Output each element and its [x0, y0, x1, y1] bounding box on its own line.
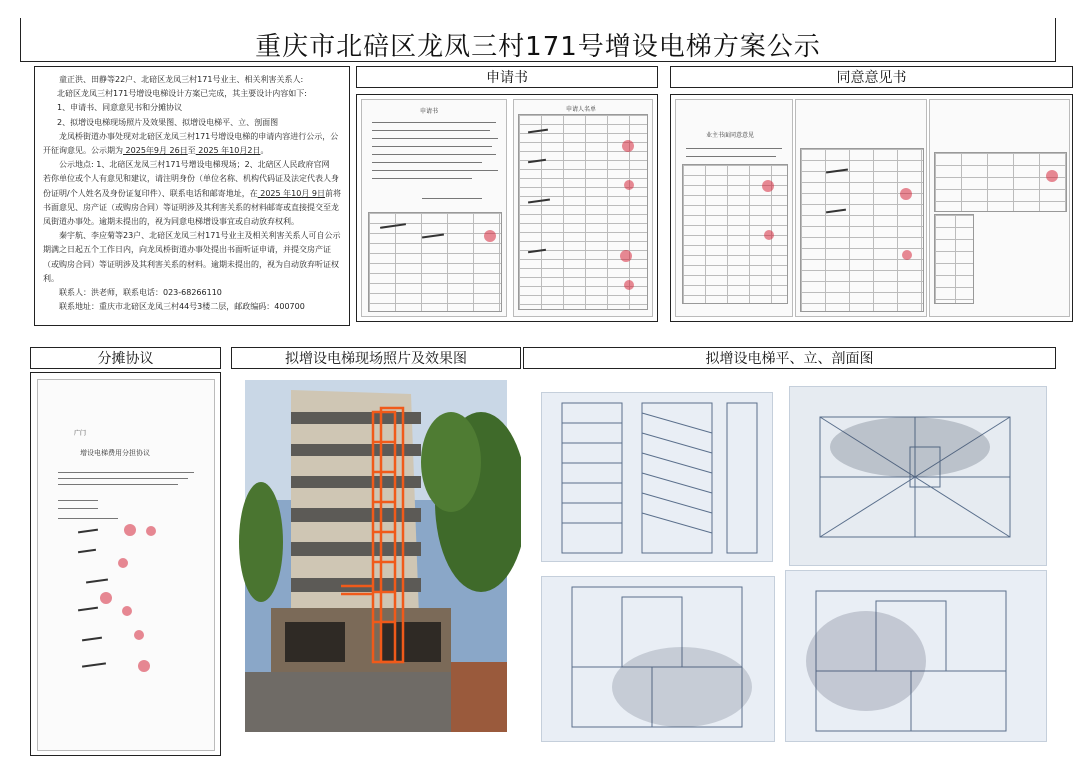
consent-form-image-2 — [795, 99, 927, 317]
section-header-drawings: 拟增设电梯平、立、剖面图 — [523, 347, 1056, 369]
notice-text-panel — [34, 66, 350, 326]
site-photo-with-elevator-rendering — [231, 372, 521, 756]
notice-contact: 联系人：洪老师，联系电话：023-68266110 — [59, 288, 222, 298]
title-banner — [20, 18, 1056, 62]
notice-address: 联系地址：重庆市北碚区龙凤三村44号3楼二层，邮政编码：400700 — [59, 302, 305, 312]
applicant-list-heading: 申请人名单 — [566, 106, 597, 113]
notice-item-1: 1、申请书、同意意见书和分摊协议 — [57, 103, 183, 113]
application-panel — [356, 94, 658, 322]
cost-agreement-image — [37, 379, 215, 751]
consent-form-image-3 — [929, 99, 1070, 317]
page-title: 重庆市北碚区龙凤三村171号增设电梯方案公示 — [255, 32, 821, 62]
applicant-list-image — [513, 99, 653, 317]
section-header-consent: 同意意见书 — [670, 66, 1073, 88]
consent-heading: 业主书面同意意见 — [706, 132, 755, 139]
application-heading: 申请书 — [420, 108, 439, 115]
notice-period-text: 龙凤桥街道办事处现对北碚区龙凤三村171号增设电梯的申请内容进行公示，公开征询意见。公示期为 — [43, 131, 339, 156]
application-letter-image — [361, 99, 507, 317]
notice-period-to: 至 — [187, 146, 196, 156]
consent-panel — [670, 94, 1073, 322]
notice-period-end: 2025 年10月2日 — [195, 146, 261, 156]
plan-drawing-image — [789, 386, 1047, 566]
elevation-drawing-image — [541, 392, 773, 562]
notice-objection-rest: 前将书面意见、房产证（或购房合同）等证明涉及其利害关系的材料邮寄或直接提交至龙凤街道办事处。逾期未提出的，视为同意电梯增设事宜或自动放弃权利。 — [43, 188, 341, 227]
section-header-photos: 拟增设电梯现场照片及效果图 — [231, 347, 521, 369]
notice-objection-date: 2025 年10月 9日 — [257, 188, 325, 198]
notice-period-paragraph — [43, 130, 341, 158]
drawings-panel — [523, 372, 1056, 748]
notice-place: 公示地点: 1、北碚区龙凤三村171号增设电梯现场；2、北碚区人民政府官网 — [59, 160, 330, 170]
floor-plan-drawing-image-1 — [541, 576, 775, 742]
notice-greeting: 童正洪、田静等22户、北碚区龙凤三村171号业主、相关利害关系人: — [59, 75, 304, 84]
notice-objection-paragraph — [43, 172, 341, 229]
agreement-heading: 增设电梯费用分担协议 — [80, 449, 150, 457]
notice-hearing-paragraph: 秦宇航、李应菊等23户、北碚区龙凤三村171号业主及相关利害关系人可自公示期满之日起五个工作日内，向龙凤桥街道办事处提出书面听证申请，并提交房产证（或购房合同）等证明涉及其利害关系的材料。逾期未提出的，视为自动放弃听证权利。 — [43, 231, 341, 283]
cost-agreement-panel — [30, 372, 221, 756]
section-header-application: 申请书 — [356, 66, 658, 88]
section-header-cost: 分摊协议 — [30, 347, 221, 369]
notice-objection-text: 若你单位或个人有意见和建议，请注明身份（单位名称、机构代码证及法定代表人身份证明/个人姓名及身份证复印件）、联系电话和邮寄地址，在 — [43, 174, 339, 198]
notice-period-dot: 。 — [260, 146, 269, 156]
notice-item-2: 2、拟增设电梯现场照片及效果图、拟增设电梯平、立、剖面图 — [57, 117, 279, 127]
floor-plan-drawing-image-2 — [785, 570, 1047, 742]
consent-form-image-1 — [675, 99, 793, 317]
notice-period-start: 2025年9月 26日 — [123, 146, 188, 156]
agreement-corner-text: 广门 — [74, 430, 87, 437]
notice-intro: 北碚区龙凤三村171号增设电梯设计方案已完成，其主要设计内容如下: — [57, 89, 307, 99]
site-photo-panel — [231, 372, 521, 756]
